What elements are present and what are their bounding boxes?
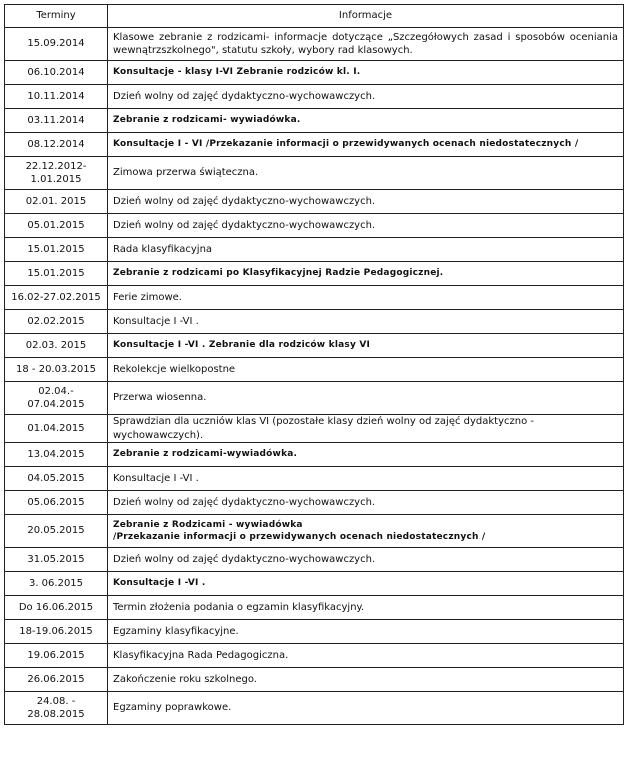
date-cell: 10.11.2014 xyxy=(5,85,108,109)
date-cell: 19.06.2015 xyxy=(5,644,108,668)
info-cell: Konsultacje I -VI . xyxy=(108,467,624,491)
table-row xyxy=(5,262,624,286)
date-cell: 18 - 20.03.2015 xyxy=(5,358,108,382)
dates-column-header: Terminy xyxy=(5,5,108,28)
info-cell: Zebranie z Rodzicami - wywiadówka /Przekazanie informacji o przewidywanych ocenach niedostatecznych / xyxy=(108,515,624,548)
info-column-header: Informacje xyxy=(108,5,624,28)
info-cell: Zebranie z rodzicami- wywiadówka. xyxy=(108,109,624,133)
date-cell: 08.12.2014 xyxy=(5,133,108,157)
date-cell: 22.12.2012- 1.01.2015 xyxy=(5,157,108,190)
info-cell: Zebranie z rodzicami po Klasyfikacyjnej Radzie Pedagogicznej. xyxy=(108,262,624,286)
date-cell: 20.05.2015 xyxy=(5,515,108,548)
table-row xyxy=(5,109,624,133)
info-cell: Dzień wolny od zajęć dydaktyczno-wychowawczych. xyxy=(108,85,624,109)
info-cell: Klasyfikacyjna Rada Pedagogiczna. xyxy=(108,644,624,668)
header-row xyxy=(5,5,624,28)
table-row xyxy=(5,572,624,596)
info-cell: Konsultacje I -VI . xyxy=(108,310,624,334)
date-cell: 31.05.2015 xyxy=(5,548,108,572)
table-row xyxy=(5,491,624,515)
info-cell: Konsultacje - klasy I-VI Zebranie rodziców kl. I. xyxy=(108,61,624,85)
date-cell: 3. 06.2015 xyxy=(5,572,108,596)
table-row xyxy=(5,190,624,214)
table-row xyxy=(5,620,624,644)
info-cell: Konsultacje I -VI . Zebranie dla rodziców klasy VI xyxy=(108,334,624,358)
date-cell: 18-19.06.2015 xyxy=(5,620,108,644)
schedule-table xyxy=(4,4,624,725)
info-cell: Rada klasyfikacyjna xyxy=(108,238,624,262)
info-cell: Rekolekcje wielkopostne xyxy=(108,358,624,382)
table-row xyxy=(5,157,624,190)
date-cell: 15.01.2015 xyxy=(5,238,108,262)
date-cell: 06.10.2014 xyxy=(5,61,108,85)
info-cell: Sprawdzian dla uczniów klas VI (pozostałe klasy dzień wolny od zajęć dydaktyczno - wychowawczych). xyxy=(108,415,624,443)
info-cell: Konsultacje I -VI . xyxy=(108,572,624,596)
table-row xyxy=(5,692,624,725)
date-cell: 02.01. 2015 xyxy=(5,190,108,214)
table-row xyxy=(5,548,624,572)
date-cell: 04.05.2015 xyxy=(5,467,108,491)
info-cell: Dzień wolny od zajęć dydaktyczno-wychowawczych. xyxy=(108,214,624,238)
table-row xyxy=(5,358,624,382)
table-row xyxy=(5,238,624,262)
date-cell: 16.02-27.02.2015 xyxy=(5,286,108,310)
table-row xyxy=(5,214,624,238)
info-cell: Egzaminy klasyfikacyjne. xyxy=(108,620,624,644)
info-cell: Dzień wolny od zajęć dydaktyczno-wychowawczych. xyxy=(108,548,624,572)
date-cell: Do 16.06.2015 xyxy=(5,596,108,620)
date-cell: 13.04.2015 xyxy=(5,443,108,467)
date-cell: 05.01.2015 xyxy=(5,214,108,238)
date-cell: 26.06.2015 xyxy=(5,668,108,692)
info-cell: Dzień wolny od zajęć dydaktyczno-wychowawczych. xyxy=(108,190,624,214)
date-cell: 03.11.2014 xyxy=(5,109,108,133)
info-cell: Termin złożenia podania o egzamin klasyfikacyjny. xyxy=(108,596,624,620)
info-cell: Ferie zimowe. xyxy=(108,286,624,310)
table-row xyxy=(5,334,624,358)
info-cell: Zakończenie roku szkolnego. xyxy=(108,668,624,692)
table-row xyxy=(5,515,624,548)
date-cell: 24.08. - 28.08.2015 xyxy=(5,692,108,725)
table-row xyxy=(5,382,624,415)
info-cell: Egzaminy poprawkowe. xyxy=(108,692,624,725)
date-cell: 02.03. 2015 xyxy=(5,334,108,358)
table-row xyxy=(5,644,624,668)
table-row xyxy=(5,443,624,467)
info-cell: Klasowe zebranie z rodzicami- informacje dotyczące „Szczegółowych zasad i sposobów oceniania wewnątrzszkolnego", statutu szkoły, wybory rad klasowych. xyxy=(108,28,624,61)
info-cell: Przerwa wiosenna. xyxy=(108,382,624,415)
info-cell: Konsultacje I - VI /Przekazanie informacji o przewidywanych ocenach niedostatecznych / xyxy=(108,133,624,157)
date-cell: 05.06.2015 xyxy=(5,491,108,515)
table-row xyxy=(5,61,624,85)
date-cell: 15.09.2014 xyxy=(5,28,108,61)
table-row xyxy=(5,668,624,692)
info-cell: Zebranie z rodzicami-wywiadówka. xyxy=(108,443,624,467)
info-cell: Zimowa przerwa świąteczna. xyxy=(108,157,624,190)
date-cell: 01.04.2015 xyxy=(5,415,108,443)
table-row xyxy=(5,85,624,109)
table-row xyxy=(5,286,624,310)
date-cell: 02.04.- 07.04.2015 xyxy=(5,382,108,415)
table-row xyxy=(5,28,624,61)
table-row xyxy=(5,310,624,334)
date-cell: 02.02.2015 xyxy=(5,310,108,334)
table-row xyxy=(5,133,624,157)
date-cell: 15.01.2015 xyxy=(5,262,108,286)
table-row xyxy=(5,596,624,620)
table-row xyxy=(5,467,624,491)
info-cell: Dzień wolny od zajęć dydaktyczno-wychowawczych. xyxy=(108,491,624,515)
table-row xyxy=(5,415,624,443)
